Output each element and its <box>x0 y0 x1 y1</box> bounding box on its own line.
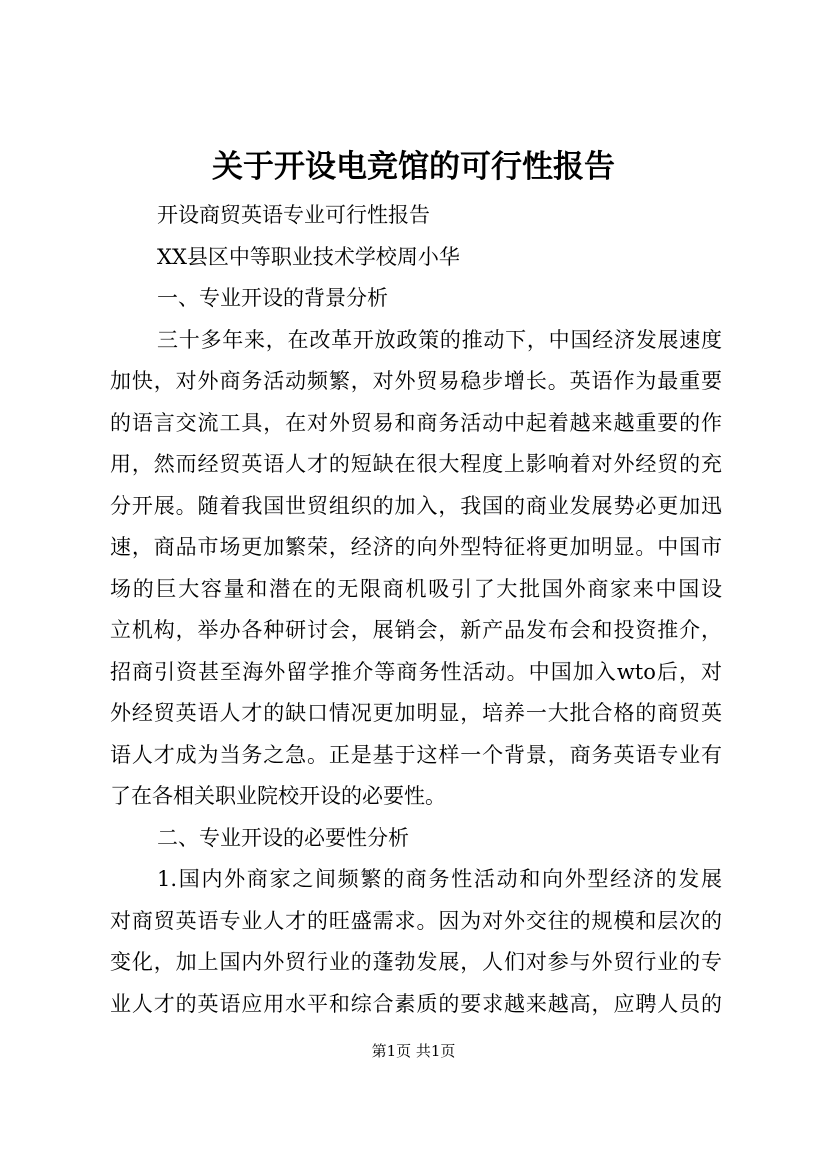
body-line: 速，商品市场更加繁荣，经济的向外型特征将更加明显。中国市 <box>110 535 722 559</box>
body-line: 外经贸英语人才的缺口情况更加明显，培养一大批合格的商贸英 <box>110 701 722 725</box>
body-line: 二、专业开设的必要性分析 <box>157 825 409 850</box>
body-line: 场的巨大容量和潜在的无限商机吸引了大批国外商家来中国设 <box>110 576 722 601</box>
body-line: 立机构，举办各种研讨会，展销会，新产品发布会和投资推介， <box>110 618 722 642</box>
body-line: 加快，对外商务活动频繁，对外贸易稳步增长。英语作为最重要 <box>110 369 722 393</box>
body-line: 三十多年来，在改革开放政策的推动下，中国经济发展速度 <box>157 327 722 352</box>
body-line: 语人才成为当务之急。正是基于这样一个背景，商务英语专业有 <box>110 742 722 767</box>
body-line: 对商贸英语专业人才的旺盛需求。因为对外交往的规模和层次的 <box>110 908 722 933</box>
document-title: 关于开设电竞馆的可行性报告 <box>212 149 615 185</box>
body-line: 的语言交流工具，在对外贸易和商务活动中起着越来越重要的作 <box>110 410 722 435</box>
body-line: 开设商贸英语专业可行性报告 <box>157 203 430 227</box>
body-line: 招商引资甚至海外留学推介等商务性活动。中国加入wto后，对 <box>110 659 722 684</box>
body-line: 变化，加上国内外贸行业的蓬勃发展，人们对参与外贸行业的专 <box>110 950 722 974</box>
body-line: 一、专业开设的背景分析 <box>157 286 388 310</box>
page-footer: 第1页 共1页 <box>371 1042 456 1060</box>
body-line: XX县区中等职业技术学校周小华 <box>157 244 460 269</box>
body-line: 业人才的英语应用水平和综合素质的要求越来越高，应聘人员的 <box>110 991 722 1016</box>
body-line: 1.国内外商家之间频繁的商务性活动和向外型经济的发展 <box>157 867 722 891</box>
body-line: 分开展。随着我国世贸组织的加入，我国的商业发展势必更加迅 <box>110 493 722 518</box>
body-line: 用，然而经贸英语人才的短缺在很大程度上影响着对外经贸的充 <box>110 452 722 476</box>
document-body <box>110 195 722 1025</box>
body-line: 了在各相关职业院校开设的必要性。 <box>110 784 446 808</box>
